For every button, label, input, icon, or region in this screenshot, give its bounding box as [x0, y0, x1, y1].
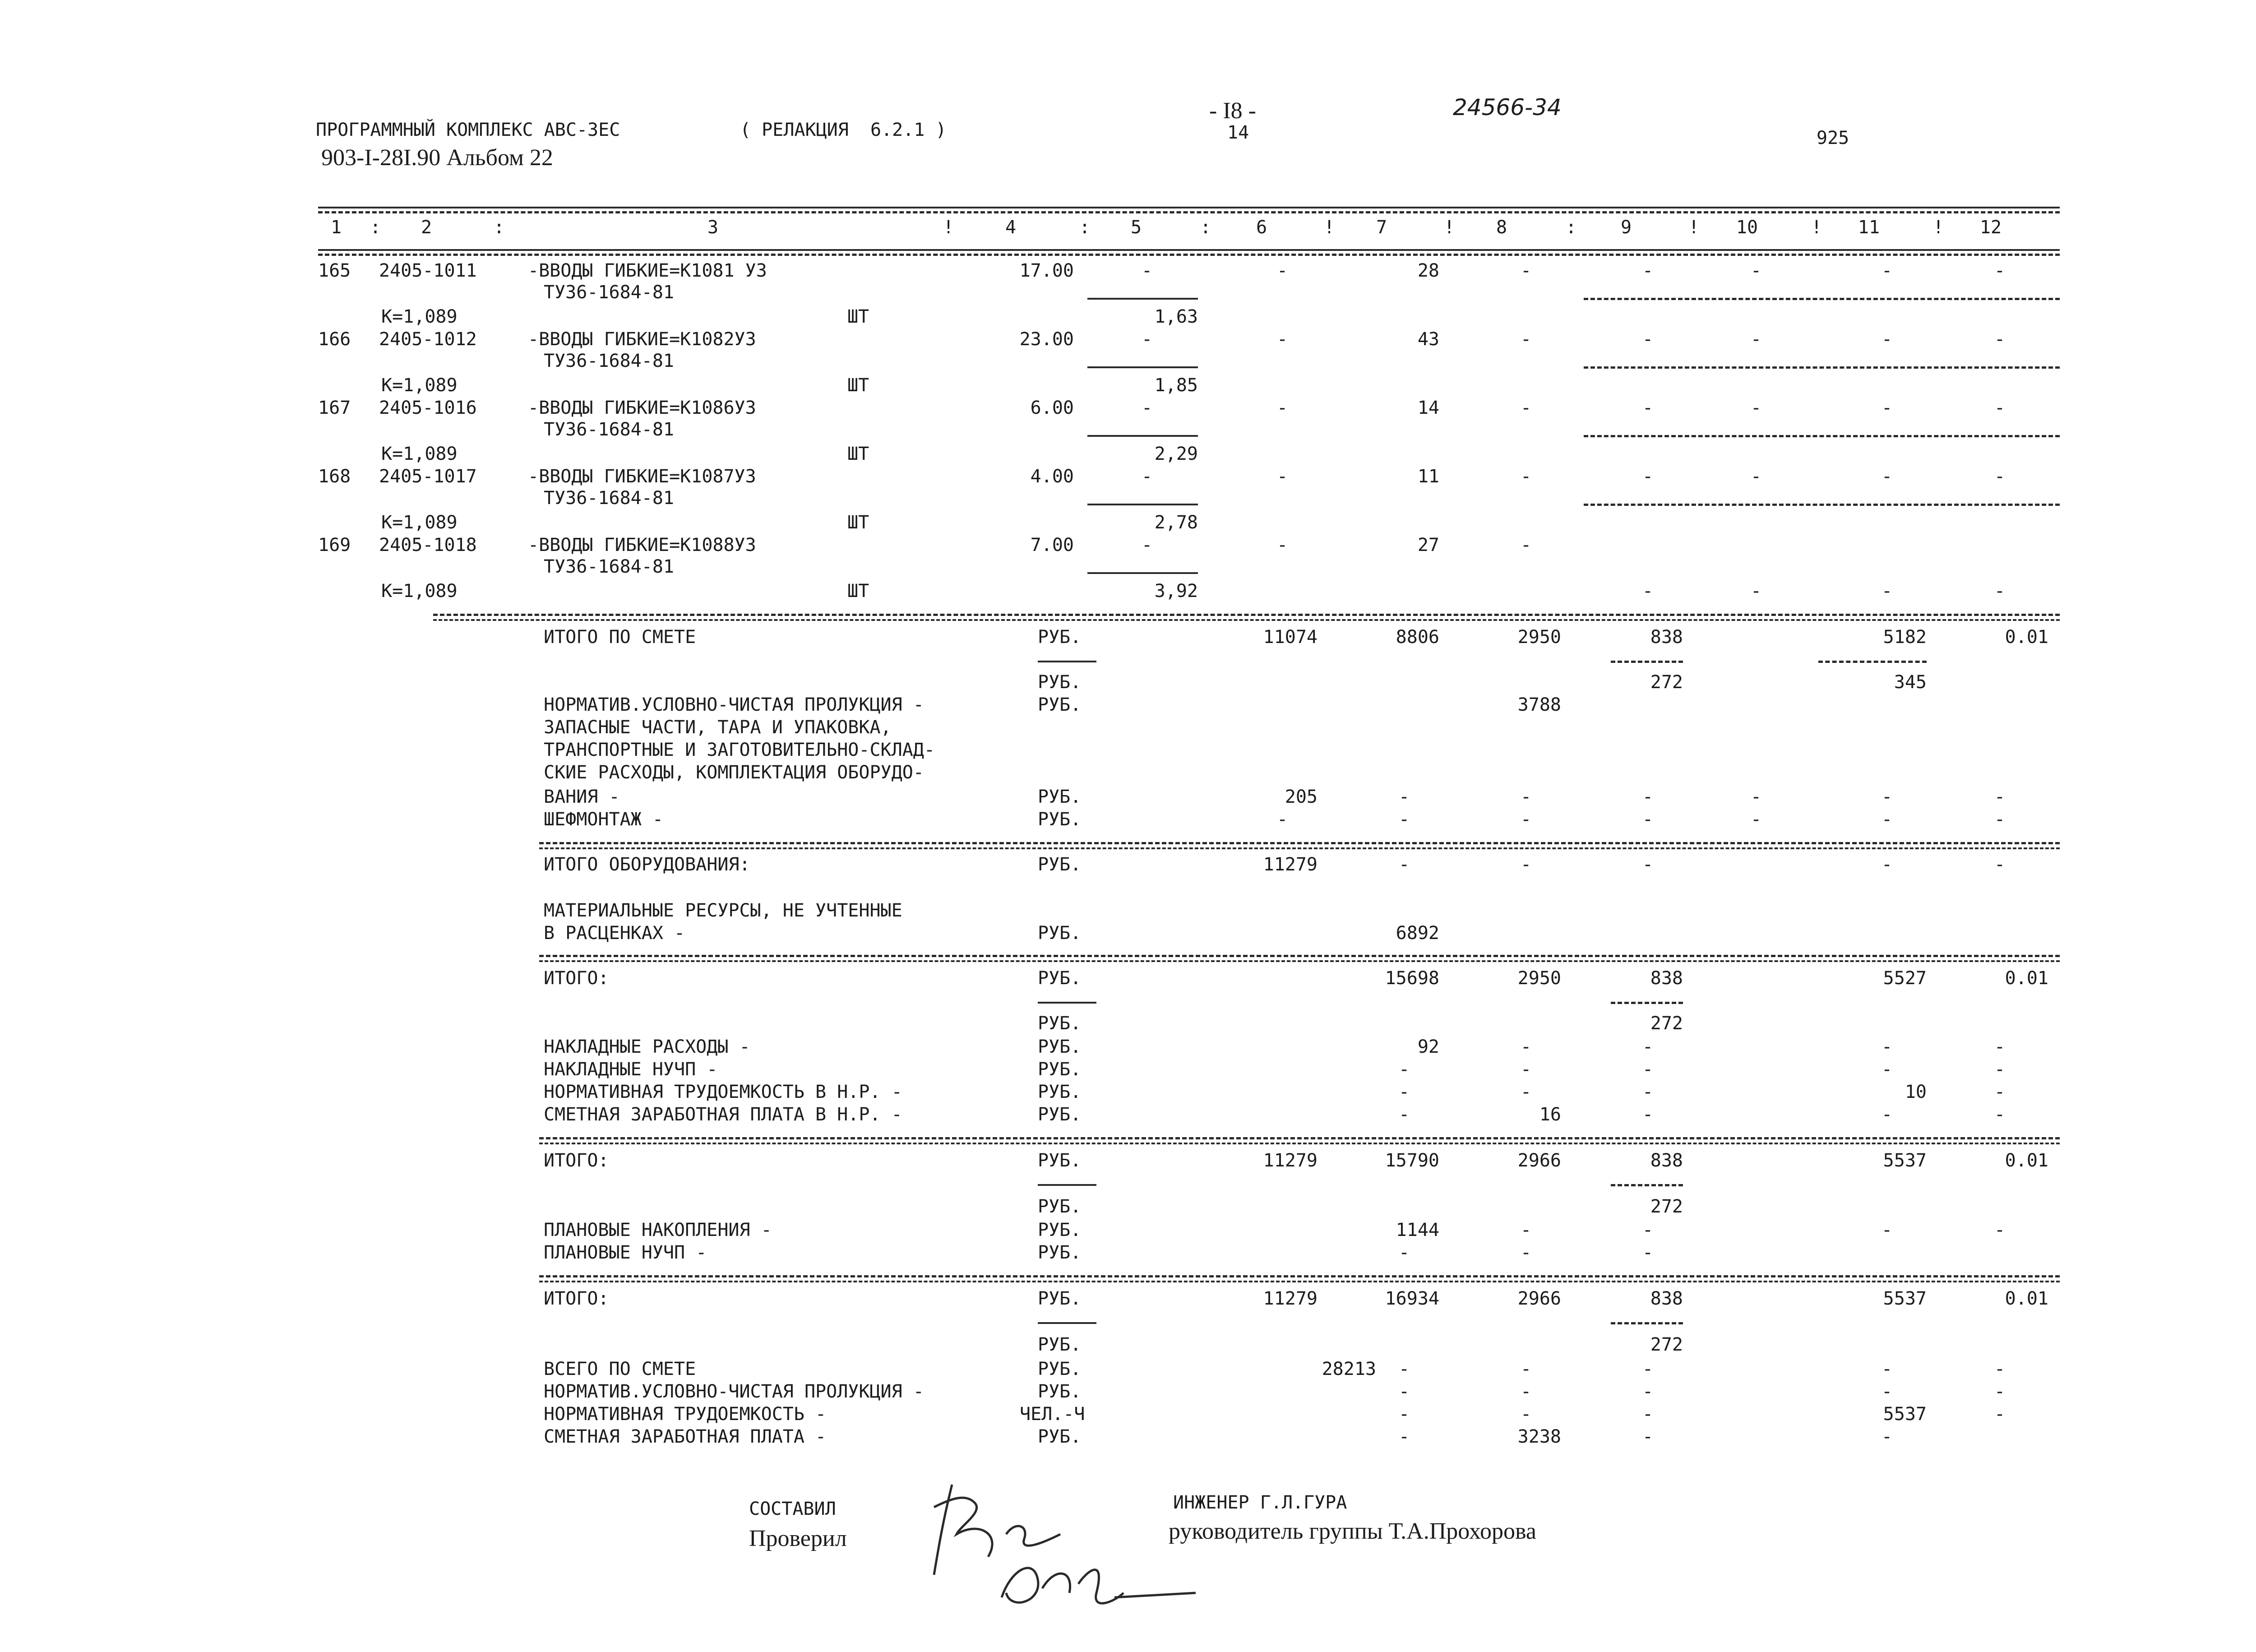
cell-8: - [1521, 1381, 1532, 1402]
unit-rule [1038, 1322, 1096, 1324]
cell-11: - [1882, 809, 1893, 830]
cell-5-bottom: 1,63 [1154, 306, 1198, 327]
cell-7: 8806 [1396, 627, 1439, 648]
row-unit: ШТ [847, 581, 869, 602]
cell-8: 2950 [1517, 627, 1561, 648]
table-top-rule [318, 207, 2060, 208]
cell-9: - [1642, 1104, 1654, 1125]
summary-label: ИТОГО: [544, 1288, 609, 1309]
summary-label: НОРМАТИВ.УСЛОВНО-ЧИСТАЯ ПРОЛУКЦИЯ - [544, 694, 924, 715]
cell-5-top: - [1142, 329, 1153, 350]
cell-12: - [1994, 1381, 2006, 1402]
cell-9-bottom: 272 [1650, 672, 1683, 693]
row-rule [1584, 504, 2060, 506]
row-name: -ВВОДЫ ГИБКИЕ=К1086У3 [528, 398, 756, 418]
cell-12: - [1994, 260, 2006, 281]
checked-by-label: Проверил [749, 1526, 847, 1551]
cell-9-bottom: 272 [1650, 1013, 1683, 1034]
summary-unit: РУБ. [1038, 1082, 1082, 1102]
cell-5-rule [1087, 298, 1198, 300]
column-header: 9 [1620, 217, 1632, 238]
cell-8: - [1521, 1082, 1532, 1102]
summary-unit: РУБ. [1038, 1381, 1082, 1402]
summary-unit: РУБ. [1038, 627, 1082, 648]
row-unit: ШТ [847, 444, 869, 464]
section-rule [433, 614, 2060, 616]
album-reference: 903-I-28I.90 Альбом 22 [321, 145, 553, 171]
cell-11: - [1882, 260, 1893, 281]
cell-9: - [1642, 398, 1654, 418]
cell-7: - [1399, 1242, 1410, 1263]
row-number: 165 [318, 260, 351, 281]
cell-9: - [1642, 260, 1654, 281]
row-rule [1584, 366, 2060, 369]
row-spec: ТУ36-1684-81 [544, 282, 674, 303]
row-quantity: 7.00 [1030, 535, 1074, 555]
cell-10: - [1751, 398, 1762, 418]
cell-7: 1144 [1396, 1220, 1439, 1240]
column-separator: : [1200, 217, 1211, 238]
cell-11: - [1882, 787, 1893, 807]
cell-9: 838 [1650, 968, 1683, 989]
cell-6: 28213 [1322, 1359, 1376, 1379]
column-header: 1 [330, 217, 342, 238]
column-header: 12 [1979, 217, 2002, 238]
cell-7: - [1399, 1426, 1410, 1447]
cell-6: - [1277, 466, 1288, 487]
summary-label: ШЕФМОНТАЖ - [544, 809, 663, 830]
summary-label: ИТОГО: [544, 968, 609, 989]
page-mark: - I8 - [1209, 98, 1256, 124]
summary-unit: РУБ. [1038, 809, 1082, 830]
cell-9: 838 [1650, 627, 1683, 648]
column-separator: : [1079, 217, 1091, 238]
cell-5-top: - [1142, 398, 1153, 418]
cell-12: - [1994, 398, 2006, 418]
column-separator: : [494, 217, 505, 238]
cell-12: 0.01 [2005, 968, 2048, 989]
cell-11: 5537 [1883, 1288, 1927, 1309]
row-spec: ТУ36-1684-81 [544, 351, 674, 371]
summary-label: СМЕТНАЯ ЗАРАБОТНАЯ ПЛАТА В Н.Р. - [544, 1104, 902, 1125]
cell-9: - [1642, 581, 1654, 602]
row-quantity: 23.00 [1019, 329, 1074, 350]
cell-11: - [1882, 1037, 1893, 1057]
summary-unit: РУБ. [1038, 968, 1082, 989]
cell-7: 28 [1417, 260, 1439, 281]
summary-unit: РУБ. [1038, 1104, 1082, 1125]
cell-12: - [1994, 1359, 2006, 1379]
cell-9: - [1642, 809, 1654, 830]
section-rule-2 [539, 960, 2060, 962]
summary-unit: РУБ. [1038, 1150, 1082, 1171]
row-quantity: 4.00 [1030, 466, 1074, 487]
cell-8: - [1521, 260, 1532, 281]
cell-12: - [1994, 1059, 2006, 1080]
cell-11: - [1882, 854, 1893, 875]
unit-rule [1038, 661, 1096, 662]
cell-8: - [1521, 466, 1532, 487]
summary-unit: РУБ. [1038, 694, 1082, 715]
cell-11: - [1882, 1104, 1893, 1125]
column-separator: ! [1688, 217, 1700, 238]
table-top-rule-2 [318, 211, 2060, 213]
cell-7: - [1399, 809, 1410, 830]
column-header: 10 [1736, 217, 1758, 238]
section-rule-2 [539, 1281, 2060, 1282]
cell-9: - [1642, 1220, 1654, 1240]
cell-7: 15790 [1385, 1150, 1439, 1171]
column-header: 6 [1256, 217, 1267, 238]
cell-6: 11074 [1263, 627, 1318, 648]
summary-label: ПЛАНОВЫЕ НАКОПЛЕНИЯ - [544, 1220, 772, 1240]
cell-7: 27 [1417, 535, 1439, 555]
cell-8: 3788 [1517, 694, 1561, 715]
cell-9: - [1642, 787, 1654, 807]
cell-5-bottom: 2,29 [1154, 444, 1198, 464]
column-separator: : [1566, 217, 1577, 238]
column-separator: ! [1324, 217, 1335, 238]
summary-unit: РУБ. [1038, 1242, 1082, 1263]
row-name: -ВВОДЫ ГИБКИЕ=К1082У3 [528, 329, 756, 350]
summary-label-line: ВАНИЯ - [544, 787, 620, 807]
row-coefficient: К=1,089 [381, 581, 458, 602]
summary-unit: РУБ. [1038, 923, 1082, 944]
cell-11: 5527 [1883, 968, 1927, 989]
row-quantity: 6.00 [1030, 398, 1074, 418]
summary-unit: РУБ. [1038, 1059, 1082, 1080]
cell-12: - [1994, 787, 2006, 807]
row-spec: ТУ36-1684-81 [544, 556, 674, 577]
row-code: 2405-1012 [379, 329, 477, 350]
cell-5-bottom: 2,78 [1154, 512, 1198, 533]
cell-9: - [1642, 1426, 1654, 1447]
cell-11-rule [1818, 661, 1927, 663]
cell-12: - [1994, 1220, 2006, 1240]
cell-11: - [1882, 398, 1893, 418]
cell-7: 6892 [1396, 923, 1439, 944]
row-code: 2405-1011 [379, 260, 477, 281]
cell-8: - [1521, 1404, 1532, 1425]
summary-unit: РУБ. [1038, 1426, 1082, 1447]
cell-8: - [1521, 1220, 1532, 1240]
cell-9-rule [1611, 1184, 1683, 1186]
cell-12: 0.01 [2005, 627, 2048, 648]
row-coefficient: К=1,089 [381, 306, 458, 327]
row-rule [1584, 298, 2060, 300]
cell-9: 838 [1650, 1150, 1683, 1171]
cell-11: - [1882, 1059, 1893, 1080]
cell-12: - [1994, 329, 2006, 350]
cell-6: - [1277, 398, 1288, 418]
row-rule [1584, 435, 2060, 437]
row-coefficient: К=1,089 [381, 444, 458, 464]
row-name: -ВВОДЫ ГИБКИЕ=К1081 У3 [528, 260, 767, 281]
cell-12: - [1994, 1104, 2006, 1125]
row-number: 169 [318, 535, 351, 555]
cell-10: - [1751, 466, 1762, 487]
cell-11: - [1882, 1359, 1893, 1379]
cell-8: - [1521, 1242, 1532, 1263]
compiled-by-label: СОСТАВИЛ [749, 1499, 836, 1519]
cell-9: - [1642, 854, 1654, 875]
row-name: -ВВОДЫ ГИБКИЕ=К1088У3 [528, 535, 756, 555]
cell-7: 15698 [1385, 968, 1439, 989]
summary-label: ПЛАНОВЫЕ НУЧП - [544, 1242, 707, 1263]
row-code: 2405-1018 [379, 535, 477, 555]
cell-7: - [1399, 1104, 1410, 1125]
cell-6: - [1277, 329, 1288, 350]
summary-unit: РУБ. [1038, 1220, 1082, 1240]
row-spec: ТУ36-1684-81 [544, 488, 674, 509]
row-unit: ШТ [847, 512, 869, 533]
cell-12: - [1994, 1082, 2006, 1102]
row-coefficient: К=1,089 [381, 375, 458, 396]
cell-8: 3238 [1517, 1426, 1561, 1447]
section-rule [539, 1275, 2060, 1277]
cell-9-bottom: 272 [1650, 1334, 1683, 1355]
summary-unit: РУБ. [1038, 787, 1082, 807]
column-header: 4 [1005, 217, 1017, 238]
cell-11: - [1882, 581, 1893, 602]
column-separator: ! [1933, 217, 1944, 238]
section-rule [539, 842, 2060, 844]
row-coefficient: К=1,089 [381, 512, 458, 533]
cell-9-rule [1611, 1002, 1683, 1004]
cell-12: - [1994, 1037, 2006, 1057]
unit-rule [1038, 1002, 1096, 1004]
cell-9: - [1642, 329, 1654, 350]
summary-unit: РУБ. [1038, 1037, 1082, 1057]
cell-8: - [1521, 787, 1532, 807]
cell-11: 10 [1905, 1082, 1927, 1102]
row-number: 167 [318, 398, 351, 418]
summary-unit: РУБ. [1038, 854, 1082, 875]
section-rule-2 [433, 619, 2060, 621]
cell-12: - [1994, 809, 2006, 830]
summary-label: НАКЛАДНЫЕ НУЧП - [544, 1059, 718, 1080]
cell-6: 11279 [1263, 1288, 1318, 1309]
cell-7: - [1399, 854, 1410, 875]
cell-7: 92 [1417, 1037, 1439, 1057]
column-header: 3 [707, 217, 719, 238]
cell-5-rule [1087, 504, 1198, 505]
row-number: 168 [318, 466, 351, 487]
cell-7: 14 [1417, 398, 1439, 418]
summary-label-line: ТРАНСПОРТНЫЕ И ЗАГОТОВИТЕЛЬНО-СКЛАД- [544, 740, 935, 760]
cell-9: - [1642, 1037, 1654, 1057]
row-code: 2405-1017 [379, 466, 477, 487]
summary-unit-2: РУБ. [1038, 1196, 1082, 1217]
summary-unit-2: РУБ. [1038, 672, 1082, 693]
cell-10: - [1751, 787, 1762, 807]
cell-12: 0.01 [2005, 1150, 2048, 1171]
summary-label: НАКЛАДНЫЕ РАСХОДЫ - [544, 1037, 750, 1057]
cell-10: - [1751, 260, 1762, 281]
column-separator: ! [1811, 217, 1822, 238]
column-separator: ! [1444, 217, 1455, 238]
cell-7: 16934 [1385, 1288, 1439, 1309]
cell-7: - [1399, 787, 1410, 807]
cell-12: 0.01 [2005, 1288, 2048, 1309]
cell-9: - [1642, 1404, 1654, 1425]
column-separator: : [370, 217, 381, 238]
cell-9: - [1642, 466, 1654, 487]
document-number: 24566-34 [1453, 94, 1562, 120]
cell-8: 16 [1539, 1104, 1561, 1125]
cell-11-bottom: 345 [1894, 672, 1927, 693]
summary-label: ВСЕГО ПО СМЕТЕ [544, 1359, 696, 1379]
cell-6: - [1277, 809, 1288, 830]
cell-5-bottom: 3,92 [1154, 581, 1198, 602]
column-header: 8 [1496, 217, 1507, 238]
row-unit: ШТ [847, 375, 869, 396]
cell-6: 11279 [1263, 1150, 1318, 1171]
cell-9: - [1642, 1242, 1654, 1263]
column-separator: ! [943, 217, 954, 238]
cell-8: 2966 [1517, 1150, 1561, 1171]
summary-unit-2: РУБ. [1038, 1013, 1082, 1034]
summary-unit: ЧЕЛ.-Ч [1020, 1404, 1085, 1425]
cell-11: - [1882, 1426, 1893, 1447]
cell-6: - [1277, 535, 1288, 555]
cell-12: - [1994, 1404, 2006, 1425]
cell-8: 2950 [1517, 968, 1561, 989]
cell-9: - [1642, 1381, 1654, 1402]
summary-unit-2: РУБ. [1038, 1334, 1082, 1355]
cell-9-rule [1611, 661, 1683, 663]
section-rule-2 [539, 1143, 2060, 1144]
row-name: -ВВОДЫ ГИБКИЕ=К1087У3 [528, 466, 756, 487]
summary-label: ИТОГО: [544, 1150, 609, 1171]
unit-rule [1038, 1184, 1096, 1186]
cell-11: - [1882, 1220, 1893, 1240]
cell-8: - [1521, 1059, 1532, 1080]
cell-7: - [1399, 1059, 1410, 1080]
cell-11: - [1882, 329, 1893, 350]
cell-5-top: - [1142, 466, 1153, 487]
summary-label: ИТОГО ОБОРУДОВАНИЯ: [544, 854, 750, 875]
program-edition: ( РЕЛАКЦИЯ 6.2.1 ) [740, 120, 947, 140]
cell-5-rule [1087, 435, 1198, 437]
cell-5-top: - [1142, 260, 1153, 281]
cell-12: - [1994, 854, 2006, 875]
header-bottom-rule-2 [318, 254, 2060, 256]
code-number: 925 [1817, 128, 1849, 148]
cell-8: - [1521, 398, 1532, 418]
cell-7: 11 [1417, 466, 1439, 487]
summary-label-line: ЗАПАСНЫЕ ЧАСТИ, ТАРА И УПАКОВКА, [544, 717, 892, 738]
column-header: 2 [421, 217, 432, 238]
row-quantity: 17.00 [1019, 260, 1074, 281]
column-header: 11 [1858, 217, 1880, 238]
cell-9-rule [1611, 1322, 1683, 1324]
cell-5-bottom: 1,85 [1154, 375, 1198, 396]
cell-11: - [1882, 1381, 1893, 1402]
cell-8: - [1521, 854, 1532, 875]
summary-unit: РУБ. [1038, 1359, 1082, 1379]
cell-11: 5537 [1883, 1150, 1927, 1171]
cell-10: - [1751, 329, 1762, 350]
cell-7: - [1399, 1381, 1410, 1402]
cell-8: 2966 [1517, 1288, 1561, 1309]
summary-label: НОРМАТИВ.УСЛОВНО-ЧИСТАЯ ПРОЛУКЦИЯ - [544, 1381, 924, 1402]
cell-8: - [1521, 329, 1532, 350]
summary-unit: РУБ. [1038, 1288, 1082, 1309]
cell-9: - [1642, 1082, 1654, 1102]
cell-9: - [1642, 1359, 1654, 1379]
row-number: 166 [318, 329, 351, 350]
cell-8: - [1521, 535, 1532, 555]
summary-label-line: СКИЕ РАСХОДЫ, КОМПЛЕКТАЦИЯ ОБОРУДО- [544, 762, 924, 783]
section-rule [539, 955, 2060, 957]
cell-11: 5537 [1883, 1404, 1927, 1425]
row-spec: ТУ36-1684-81 [544, 419, 674, 440]
cell-5-top: - [1142, 535, 1153, 555]
column-header: 5 [1130, 217, 1142, 238]
cell-10: - [1751, 581, 1762, 602]
summary-label: СМЕТНАЯ ЗАРАБОТНАЯ ПЛАТА - [544, 1426, 827, 1447]
program-title: ПРОГРАММНЫЙ КОМПЛЕКС АВС-3ЕС [316, 120, 620, 140]
cell-6: 205 [1285, 787, 1318, 807]
summary-label-line: МАТЕРИАЛЬНЫЕ РЕСУРСЫ, НЕ УЧТЕННЫЕ [544, 900, 902, 921]
cell-7: 43 [1417, 329, 1439, 350]
summary-label-line: В РАСЦЕНКАХ - [544, 923, 685, 944]
cell-11: 5182 [1883, 627, 1927, 648]
header-bottom-rule [318, 249, 2060, 251]
cell-9-bottom: 272 [1650, 1196, 1683, 1217]
column-header: 7 [1376, 217, 1387, 238]
row-code: 2405-1016 [379, 398, 477, 418]
cell-6: 11279 [1263, 854, 1318, 875]
cell-11: - [1882, 466, 1893, 487]
cell-12: - [1994, 466, 2006, 487]
cell-7: - [1399, 1082, 1410, 1102]
cell-7: - [1399, 1359, 1410, 1379]
cell-12: - [1994, 581, 2006, 602]
cell-8: - [1521, 809, 1532, 830]
summary-label: НОРМАТИВНАЯ ТРУДОЕМКОСТЬ - [544, 1404, 827, 1425]
checked-by-name: руководитель группы Т.А.Прохорова [1169, 1518, 1536, 1544]
summary-label: ИТОГО ПО СМЕТЕ [544, 627, 696, 648]
row-unit: ШТ [847, 306, 869, 327]
cell-8: - [1521, 1037, 1532, 1057]
cell-5-rule [1087, 572, 1198, 574]
cell-10: - [1751, 809, 1762, 830]
cell-9: 838 [1650, 1288, 1683, 1309]
cell-5-rule [1087, 366, 1198, 368]
cell-8: - [1521, 1359, 1532, 1379]
page-number: 14 [1227, 122, 1249, 143]
compiled-by-name: ИНЖЕНЕР Г.Л.ГУРА [1173, 1492, 1347, 1513]
section-rule-2 [539, 847, 2060, 849]
handwritten-signatures [925, 1467, 1196, 1615]
summary-label: НОРМАТИВНАЯ ТРУДОЕМКОСТЬ В Н.Р. - [544, 1082, 902, 1102]
cell-9: - [1642, 1059, 1654, 1080]
section-rule [539, 1137, 2060, 1139]
cell-7: - [1399, 1404, 1410, 1425]
cell-6: - [1277, 260, 1288, 281]
